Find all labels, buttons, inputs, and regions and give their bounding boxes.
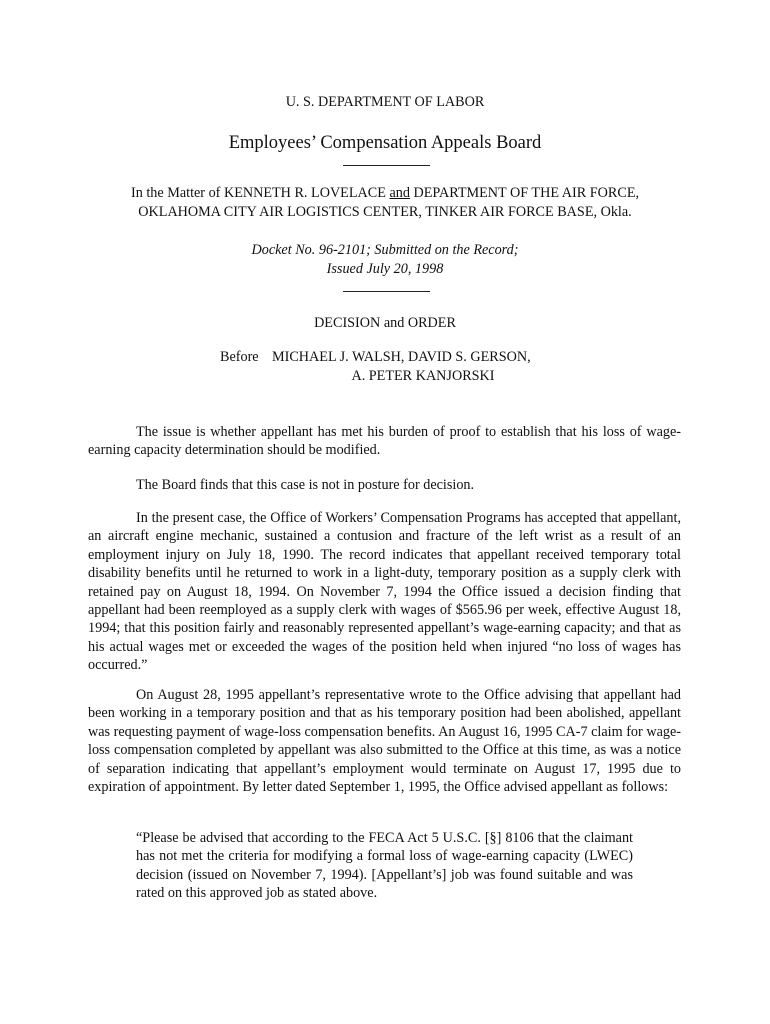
paragraph-background-text: In the present case, the Office of Workers’ Compensation Programs has accepted that appellant, an aircraft engine mechanic, sustained a contusion and fracture of the left wrist as a result of an employment injury on July 18, 1990. The record indicates that appellant received temporary total disability benefits until he returned to work in a light-duty, temporary position as a supply clerk with retained pay on August 18, 1994. On November 7, 1994 the Office issued a decision finding that appellant had been reemployed as a supply clerk with wages of $565.96 per week, effective August 18, 1994; that this position fairly and reasonably represented appellant’s wage-earning capacity; and that as his actual wages met or exceeded the wages of the position held when injured “no loss of wages has occurred.” (88, 510, 681, 674)
before-judges-1: MICHAEL J. WALSH, DAVID S. GERSON, (272, 349, 531, 365)
matter-agency: DEPARTMENT OF THE AIR FORCE, (409, 185, 640, 201)
docket-line-1: Docket No. 96-2101; Submitted on the Record; (251, 242, 519, 258)
matter-and: and (389, 185, 410, 201)
matter-line-2: OKLAHOMA CITY AIR LOGISTICS CENTER, TINKER AIR FORCE BASE, Okla. (138, 204, 632, 220)
matter-appellant: In the Matter of KENNETH R. LOVELACE (130, 185, 390, 201)
docket-divider (343, 291, 430, 292)
board-title: Employees’ Compensation Appeals Board (228, 133, 542, 153)
department-heading: U. S. DEPARTMENT OF LABOR (285, 94, 485, 110)
paragraph-representative (88, 686, 681, 796)
before-judges-2: A. PETER KANJORSKI (351, 368, 495, 384)
before-label: Before (220, 349, 259, 365)
before-panel (0, 348, 770, 386)
paragraph-finding-text: The Board finds that this case is not in posture for decision. (136, 477, 475, 493)
paragraph-finding (88, 476, 681, 494)
paragraph-representative-text: On August 28, 1995 appellant’s representative wrote to the Office advising that appellant had been working in a temporary position and that as his temporary position had been abolished, appellant was requesting payment of wage-loss compensation benefits. An August 16, 1995 CA-7 claim for wage-loss compensation completed by appellant was also submitted to the Office at this time, as was a notice of separation indicating that appellant’s employment would terminate on August 17, 1995 due to expiration of appointment. By letter dated September 1, 1995, the Office advised appellant as follows: (88, 687, 681, 796)
before-line-2 (0, 367, 770, 386)
paragraph-issue-text: The issue is whether appellant has met his burden of proof to establish that his loss of wage-earning capacity determination should be modified. (88, 424, 681, 459)
before-line-1 (0, 348, 770, 367)
paragraph-background (88, 509, 681, 675)
title-divider (343, 165, 430, 166)
decision-title: DECISION and ORDER (314, 315, 456, 331)
matter-line-1 (0, 184, 770, 203)
matter-caption (0, 184, 770, 222)
docket-info (0, 241, 770, 279)
block-quote (136, 829, 633, 903)
paragraph-issue (88, 423, 681, 460)
docket-line-2: Issued July 20, 1998 (326, 261, 444, 277)
block-quote-text: “Please be advised that according to the FECA Act 5 U.S.C. [§] 8106 that the claimant has not met the criteria for modifying a formal loss of wage-earning capacity (LWEC) decision (issued on November 7, 1994). [Appellant’s] job was found suitable and was rated on this approved job as stated above. (136, 830, 633, 902)
